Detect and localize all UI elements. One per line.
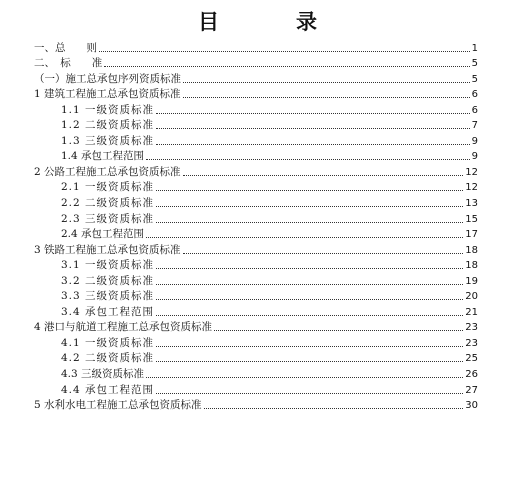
toc-entry-label: 2 公路工程施工总承包资质标准 (34, 165, 181, 178)
toc-entry-page: 18 (465, 260, 478, 272)
toc-entry-label: （一）施工总承包序列资质标准 (34, 72, 181, 85)
toc-entry-page: 9 (471, 135, 478, 147)
toc-subentry[interactable] (34, 334, 478, 350)
toc-entry-label: 1.2 二级资质标准 (61, 119, 155, 132)
toc-leader-dots (146, 376, 463, 378)
toc-entry-page: 25 (465, 353, 478, 365)
toc-subentry[interactable] (34, 132, 478, 148)
toc-entry-page: 1 (471, 42, 478, 54)
toc-entry-page: 12 (465, 182, 478, 194)
toc-entry[interactable] (34, 86, 478, 102)
toc-leader-dots (156, 221, 463, 223)
toc-entry-label: 2.2 二级资质标准 (61, 197, 155, 210)
toc-entry-page: 21 (465, 306, 478, 318)
toc-entry-label: 4.3 三级资质标准 (61, 368, 145, 381)
toc-leader-dots (104, 65, 469, 67)
toc-entry-page: 30 (465, 400, 478, 412)
toc-subentry[interactable] (34, 288, 478, 304)
toc-leader-dots (214, 329, 463, 331)
toc-entry-label: 2.1 一级资质标准 (61, 181, 155, 194)
toc-leader-dots (183, 96, 470, 98)
page-title: 目 录 (198, 10, 345, 34)
toc-subentry[interactable] (34, 194, 478, 210)
toc-entry-page: 23 (465, 337, 478, 349)
toc-entry-label: 4.2 二级资质标准 (61, 352, 155, 365)
toc-leader-dots (156, 360, 463, 362)
toc-leader-dots (156, 345, 463, 347)
toc-entry[interactable] (34, 319, 478, 335)
toc-entry[interactable] (34, 39, 478, 55)
toc-subentry[interactable] (34, 210, 478, 226)
toc-entry-page: 20 (465, 291, 478, 303)
toc-subentry[interactable] (34, 117, 478, 133)
toc-leader-dots (156, 127, 470, 129)
toc-entry-page: 6 (471, 89, 478, 101)
toc-entry-label: 5 水利水电工程施工总承包资质标准 (34, 399, 202, 412)
toc-entry-label: 1 建筑工程施工总承包资质标准 (34, 88, 181, 101)
toc-entry-label: 1.1 一级资质标准 (61, 103, 155, 116)
toc-entry-page: 19 (465, 275, 478, 287)
toc-entry[interactable] (34, 397, 478, 413)
toc-leader-dots (183, 81, 470, 83)
toc-entry-label: 3.1 一级资质标准 (61, 259, 155, 272)
toc-entry-label: 1.4 承包工程范围 (61, 150, 145, 163)
toc-entry-label: 3.2 二级资质标准 (61, 274, 155, 287)
toc-entry-page: 17 (465, 229, 478, 241)
toc-leader-dots (156, 143, 470, 145)
toc-entry-label: 4.4 承包工程范围 (61, 383, 155, 396)
toc-leader-dots (99, 50, 470, 52)
toc-entry-label: 3 铁路工程施工总承包资质标准 (34, 243, 181, 256)
toc-entry-page: 27 (465, 384, 478, 396)
toc-subentry[interactable] (34, 148, 478, 164)
toc-entry-label: 3.4 承包工程范围 (61, 305, 155, 318)
toc-entry-page: 26 (465, 369, 478, 381)
toc-leader-dots (156, 112, 470, 114)
toc-entry-label: 3.3 三级资质标准 (61, 290, 155, 303)
toc-leader-dots (156, 283, 463, 285)
toc-subentry[interactable] (34, 272, 478, 288)
toc-leader-dots (156, 189, 463, 191)
toc-entry-page: 5 (471, 58, 478, 70)
toc-entry-page: 5 (471, 73, 478, 85)
toc-leader-dots (183, 252, 464, 254)
toc-subentry[interactable] (34, 257, 478, 273)
toc-entry[interactable] (34, 241, 478, 257)
toc-leader-dots (183, 174, 464, 176)
toc-entry-page: 18 (465, 244, 478, 256)
toc-entry-page: 12 (465, 166, 478, 178)
toc-entry-label: 2.3 三级资质标准 (61, 212, 155, 225)
toc-entry-page: 6 (471, 104, 478, 116)
toc-entry-label: 一、总 则 (34, 41, 97, 54)
table-of-contents (34, 39, 478, 412)
toc-entry[interactable] (34, 70, 478, 86)
toc-leader-dots (146, 158, 470, 160)
toc-entry-page: 15 (465, 213, 478, 225)
toc-entry[interactable] (34, 55, 478, 71)
toc-subentry[interactable] (34, 179, 478, 195)
toc-entry[interactable] (34, 163, 478, 179)
toc-entry-label: 4 港口与航道工程施工总承包资质标准 (34, 321, 213, 334)
toc-subentry[interactable] (34, 365, 478, 381)
toc-leader-dots (156, 314, 463, 316)
toc-leader-dots (156, 205, 463, 207)
toc-subentry[interactable] (34, 381, 478, 397)
toc-entry-page: 23 (465, 322, 478, 334)
toc-entry-label: 2.4 承包工程范围 (61, 228, 145, 241)
toc-leader-dots (156, 298, 463, 300)
toc-leader-dots (204, 407, 464, 409)
toc-subentry[interactable] (34, 101, 478, 117)
toc-leader-dots (156, 392, 463, 394)
toc-entry-page: 13 (465, 198, 478, 210)
toc-entry-label: 二、 标 准 (34, 57, 103, 70)
toc-leader-dots (156, 267, 463, 269)
toc-entry-label: 4.1 一级资质标准 (61, 336, 155, 349)
toc-entry-page: 9 (471, 151, 478, 163)
toc-subentry[interactable] (34, 303, 478, 319)
toc-leader-dots (146, 236, 463, 238)
toc-entry-page: 7 (471, 120, 478, 132)
toc-subentry[interactable] (34, 226, 478, 242)
toc-entry-label: 1.3 三级资质标准 (61, 134, 155, 147)
toc-subentry[interactable] (34, 350, 478, 366)
